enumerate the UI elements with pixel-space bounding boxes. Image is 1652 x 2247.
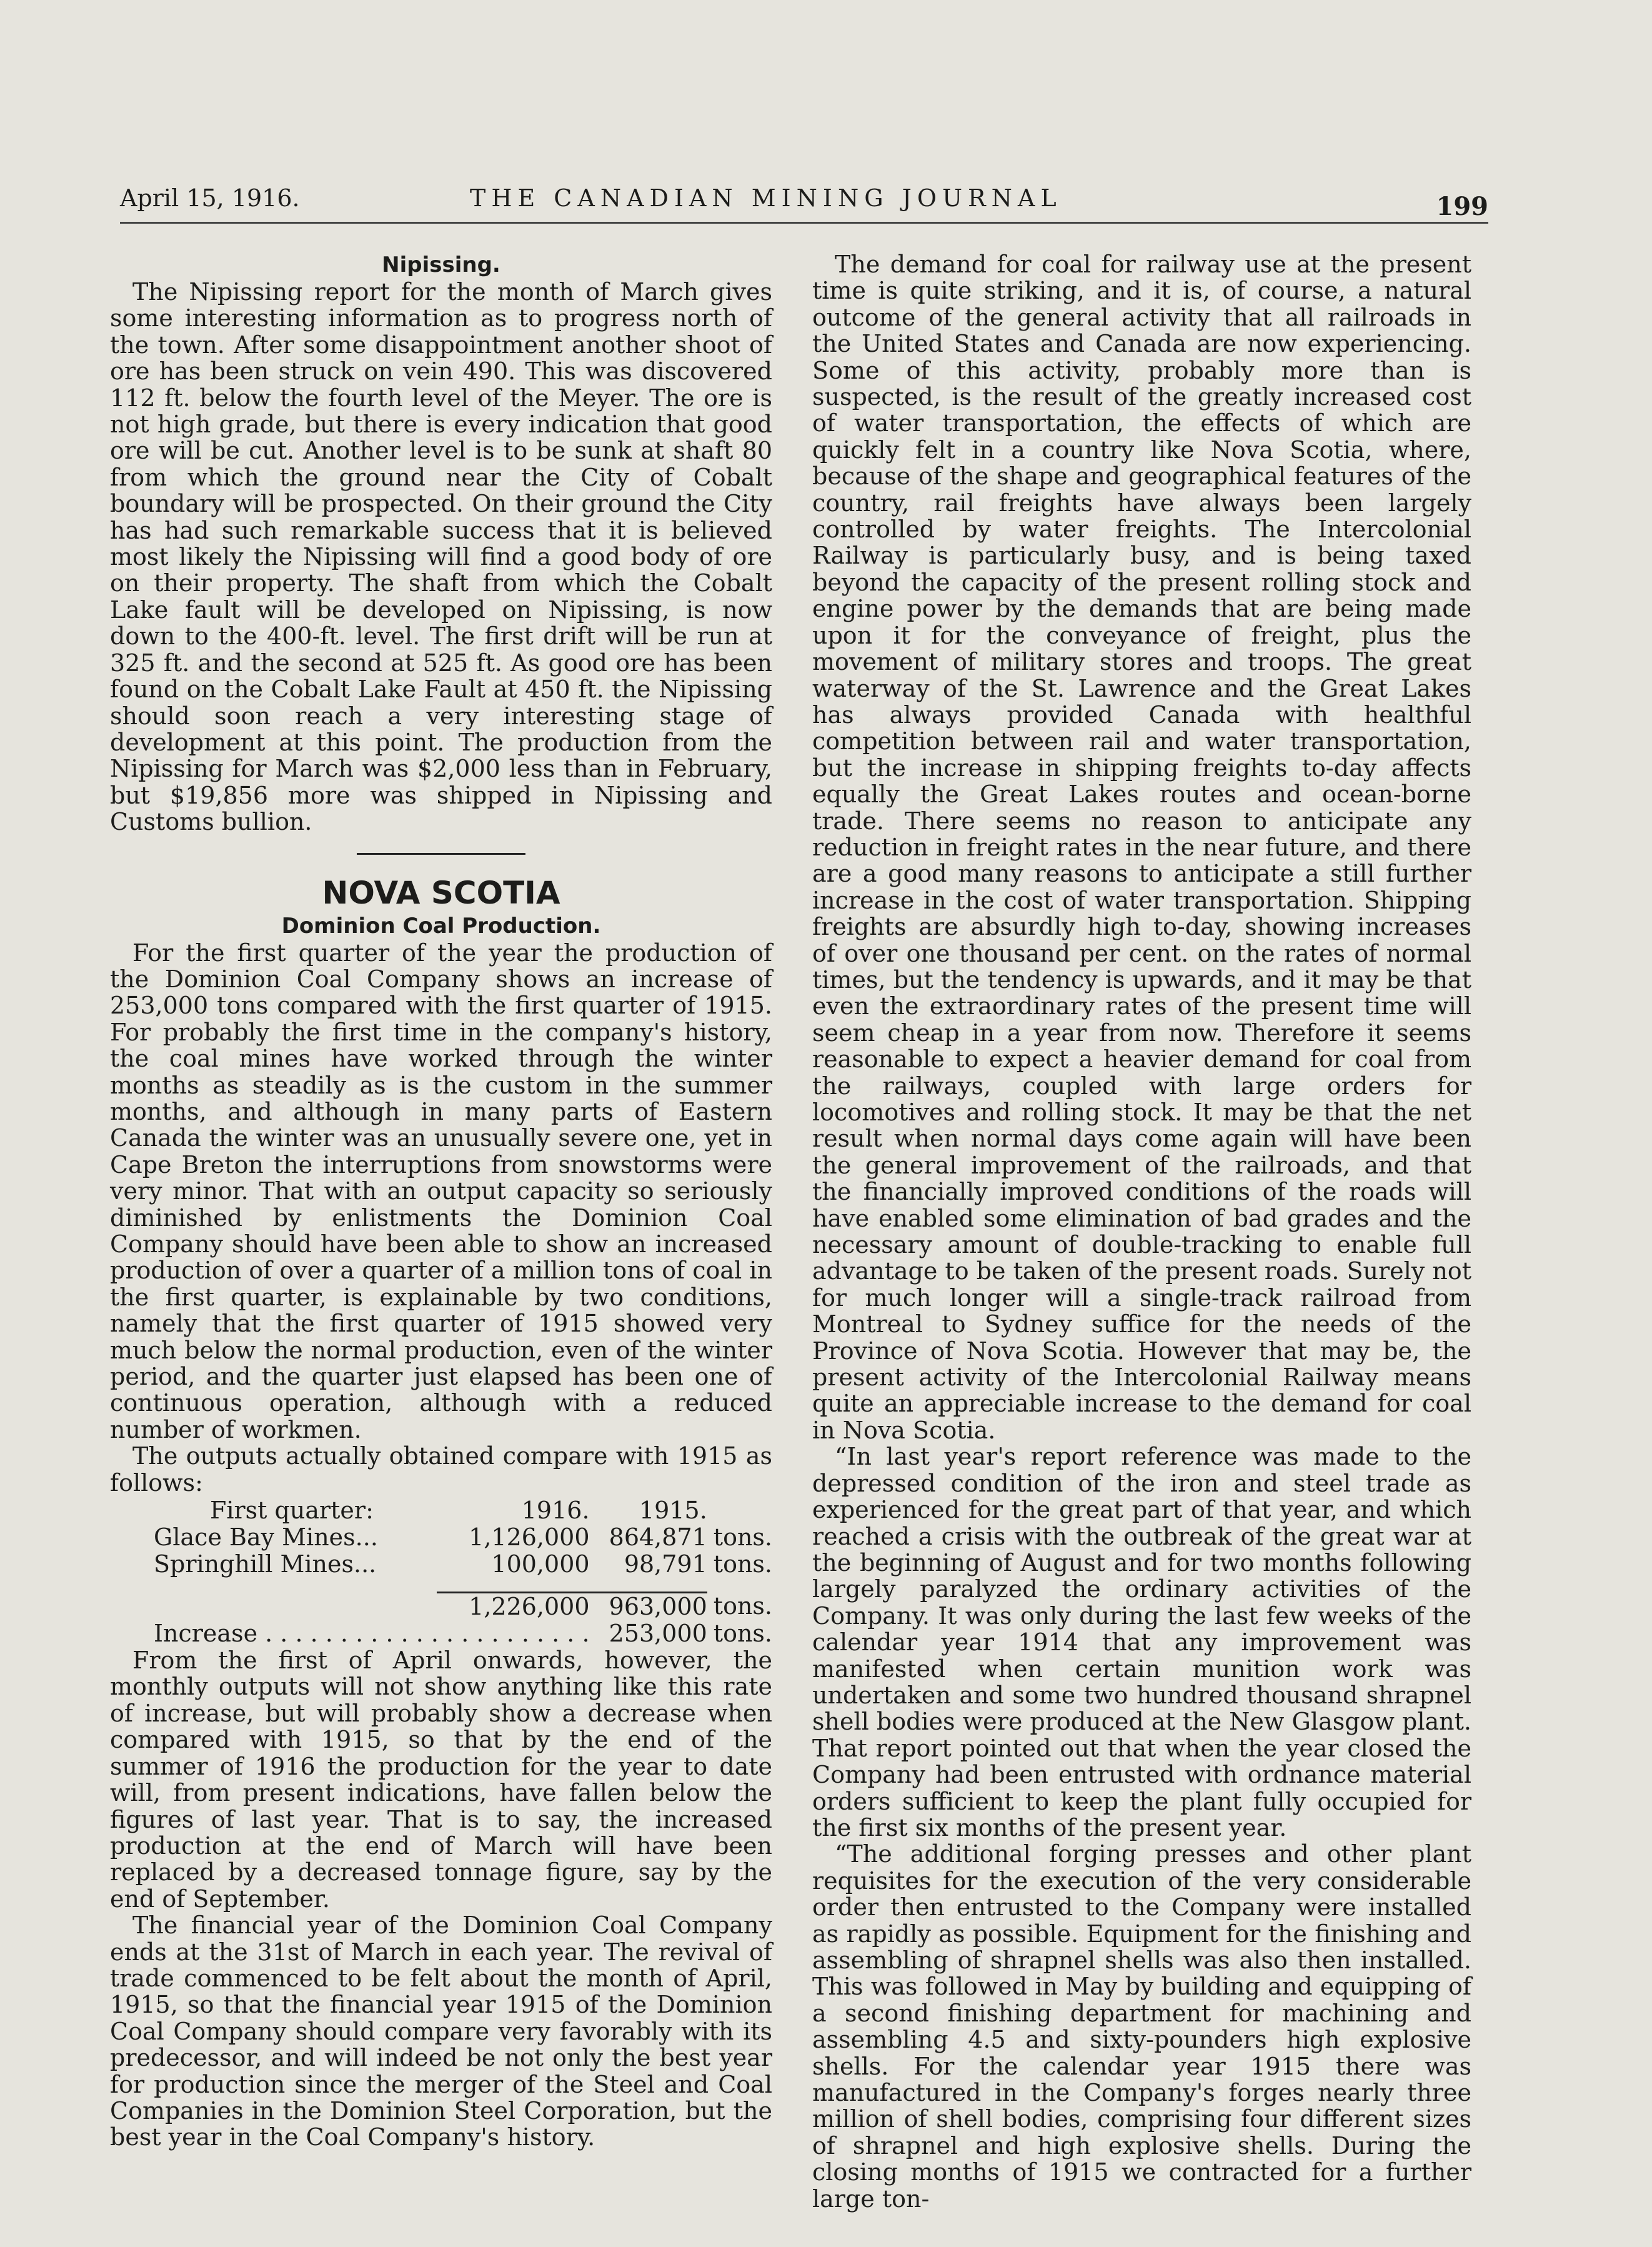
table-header-1916: 1916.: [521, 1497, 590, 1525]
row-label: Springhill Mines...: [154, 1550, 377, 1578]
total-unit: tons.: [713, 1592, 772, 1620]
row-unit: tons.: [713, 1523, 772, 1552]
coal-paragraph-2: The outputs actually obtained compare with 1915 as follows:: [110, 1442, 772, 1497]
total-1915: 963,000: [590, 1593, 707, 1621]
journal-title: THE CANADIAN MINING JOURNAL: [470, 184, 1062, 212]
total-1916: 1,226,000: [437, 1593, 589, 1621]
row-unit: tons.: [713, 1550, 772, 1578]
nipissing-paragraph: The Nipissing report for the month of March gives some interesting information as to progress north of the town. After some disappointment another shoot of ore has been struck on vein 490. This was discovered 112 ft. below the fourth level of the Meyer. The ore is not high grade, but there is every indication that good ore will be cut. Another level is to be sunk at shaft 80 from which the ground near the City of Cobalt boundary will be prospected. On their ground the City has had such remarkable success that it is believed most likely the Nipissing will find a good body of ore on their property. The shaft from which the Cobalt Lake fault will be developed on Nipissing, is now down to the 400-ft. level. The first drift will be run at 325 ft. and the second at 525 ft. As good ore has been found on the Cobalt Lake Fault at 450 ft. the Nipissing should soon reach a very interesting stage of development at this point. The production from the Nipissing for March was $2,000 less than in February, but $19,856 more was shipped in Nipissing and Customs bullion.: [110, 278, 772, 836]
page-number: 199: [1436, 192, 1488, 221]
table-total-row: [110, 1593, 772, 1621]
table-header-label: First quarter:: [210, 1497, 374, 1525]
section-divider: [357, 853, 525, 855]
report-quote-paragraph-1: “In last year's report reference was made to the depressed condition of the iron and steel trade as experienced for the great part of that year, and which reached a crisis with the outbreak of the great war at the beginning of August and for two months following largely paralyzed the ordinary activities of the Company. It was only during the last few weeks of the calendar year 1914 that any improvement was manifested when certain munition work was undertaken and some two hundred thousand shrapnel shell bodies were produced at the New Glasgow plant. That report pointed out that when the year closed the Company had been entrusted with ordnance material orders sufficient to keep the plant fully occupied for the first six months of the present year.: [812, 1443, 1471, 1841]
table-row: [110, 1551, 772, 1578]
table-increase-row: [110, 1620, 772, 1647]
dominion-coal-subheading: Dominion Coal Production.: [281, 913, 601, 939]
row-value-1916: 100,000: [491, 1550, 590, 1578]
row-label: Glace Bay Mines...: [154, 1523, 378, 1552]
coal-output-table: [110, 1497, 772, 1647]
increase-unit: tons.: [713, 1620, 772, 1648]
header-rule: [120, 222, 1488, 224]
report-quote-paragraph-2: “The additional forging presses and other plant requisites for the execution of the very considerable order then entrusted to the Company were installed as rapidly as possible. Equipment for the finishing and assembling of shrapnel shells was also then installed. This was followed in May by building and equipping of a second finishing department for machining and assembling 4.5 and sixty-pounders high explosive shells. For the calendar year 1915 there was manufactured in the Company's forges nearly three million of shell bodies, comprising four different sizes of shrapnel and high explosive shells. During the closing months of 1915 we contracted for a further large ton-: [812, 1840, 1471, 2213]
increase-value: 253,000: [609, 1620, 707, 1648]
railway-demand-paragraph: The demand for coal for railway use at the present time is quite striking, and it is, of course, a natural outcome of the general activity that all railroads in the United States and Canada are now experiencing. Some of this activity, probably more than is suspected, is the result of the greatly increased cost of water transportation, the effects of which are quickly felt in a country like Nova Scotia, where, because of the shape and geographical features of the country, rail freights have always been largely controlled by water freights. The Intercolonial Railway is particularly busy, and is being taxed beyond the capacity of the present rolling stock and engine power by the demands that are being made upon it for the conveyance of freight, plus the movement of military stores and troops. The great waterway of the St. Lawrence and the Great Lakes has always provided Canada with healthful competition between rail and water transportation, but the increase in shipping freights to-day affects equally the Great Lakes routes and ocean-borne trade. There seems no reason to anticipate any reduction in freight rates in the near future, and there are a good many reasons to anticipate a still further increase in the cost of water transportation. Shipping freights are absurdly high to-day, showing increases of over one thousand per cent. on the rates of normal times, but the tendency is upwards, and it may be that even the extraordinary rates of the present time will seem cheap in a year from now. Therefore it seems reasonable to expect a heavier demand for coal from the railways, coupled with large orders for locomotives and rolling stock. It may be that the net result when normal days come again will have been the general improvement of the railroads, and that the financially improved conditions of the roads will have enabled some elimination of bad grades and the necessary amount of double-tracking to enable full advantage to be taken of the present roads. Surely not for much longer will a single-track railroad from Montreal to Sydney suffice for the needs of the Province of Nova Scotia. However that may be, the present activity of the Intercolonial Railway means quite an appreciable increase to the demand for coal in Nova Scotia.: [812, 251, 1471, 1444]
row-value-1916: 1,126,000: [469, 1523, 590, 1552]
increase-label: Increase . . . . . . . . . . . . . . . . . . . . . .: [154, 1620, 590, 1648]
coal-paragraph-3: From the first of April onwards, however, the monthly outputs will not show anything like this rate of increase, but will probably show a decrease when compared with 1915, so that by the end of the summer of 1916 the production for the year to date will, from present indications, have fallen below the figures of last year. That is to say, the increased production at the end of March will have been replaced by a decreased tonnage figure, say by the end of September.: [110, 1647, 772, 1913]
left-column: [110, 251, 772, 2151]
nova-scotia-heading: NOVA SCOTIA: [322, 874, 560, 911]
coal-paragraph-1: For the first quarter of the year the production of the Dominion Coal Company shows an increase of 253,000 tons compared with the first quarter of 1915. For probably the first time in the company's history, the coal mines have worked through the winter months as steadily as is the custom in the summer months, and although in many parts of Eastern Canada the winter was an unusually severe one, yet in Cape Breton the interruptions from snowstorms were very minor. That with an output capacity so seriously diminished by enlistments the Dominion Coal Company should have been able to show an increased production of over a quarter of a million tons of coal in the first quarter, is explainable by two conditions, namely that the first quarter of 1915 showed very much below the normal production, even of the winter period, and the quarter just elapsed has been one of continuous operation, although with a reduced number of workmen.: [110, 939, 772, 1443]
coal-paragraph-4: The financial year of the Dominion Coal Company ends at the 31st of March in each year. The revival of trade commenced to be felt about the month of April, 1915, so that the financial year 1915 of the Dominion Coal Company should compare very favorably with its predecessor, and will indeed be not only the best year for production since the merger of the Steel and Coal Companies in the Dominion Steel Corporation, but the best year in the Coal Company's history.: [110, 1911, 772, 2151]
row-value-1915: 98,791: [624, 1550, 707, 1578]
table-row: [110, 1524, 772, 1551]
table-header-1915: 1915.: [639, 1497, 707, 1525]
page-header: [120, 184, 1488, 222]
row-value-1915: 864,871: [609, 1523, 707, 1552]
nipissing-heading: Nipissing.: [382, 252, 500, 277]
table-header-row: [110, 1497, 772, 1524]
issue-date: April 15, 1916.: [120, 184, 300, 212]
right-column: [812, 251, 1471, 2212]
